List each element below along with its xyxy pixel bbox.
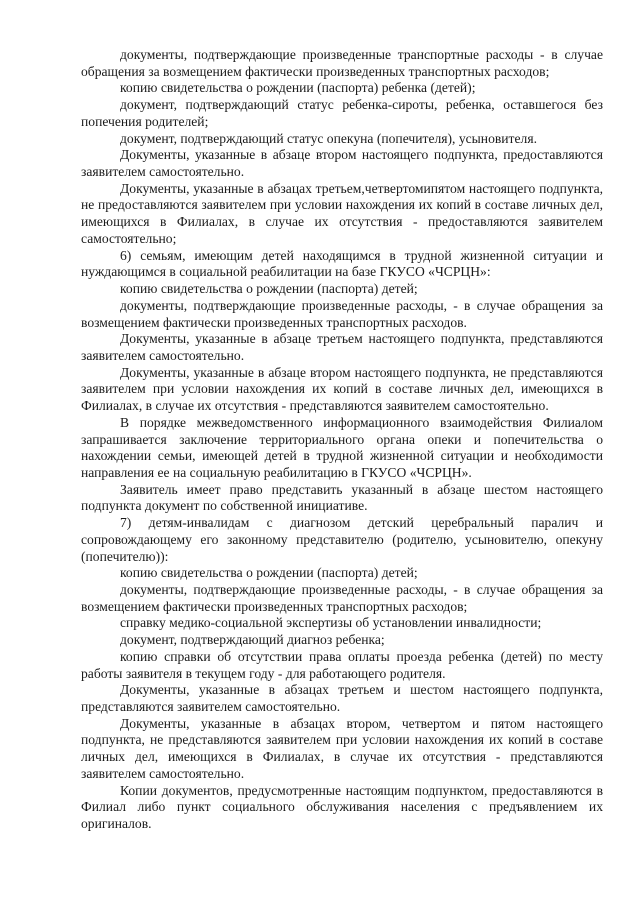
paragraph: Документы, указанные в абзацах третьем,четвертомипятом настоящего подпункта, не предоставляются заявителем при условии нахождения их копий в составе личных дел, имеющихся в Филиалах, в случае их отсутствия - предоставляются заявителем самостоятельно; <box>81 180 603 246</box>
paragraph: документы, подтверждающие произведенные расходы, - в случае обращения за возмещением фактически произведенных транспортных расходов; <box>81 582 603 614</box>
paragraph: документ, подтверждающий статус ребенка-сироты, ребенка, оставшегося без попечения родителей; <box>81 97 603 129</box>
document-body <box>81 47 603 833</box>
paragraph: документ, подтверждающий статус опекуна (попечителя), усыновителя. <box>120 130 537 146</box>
paragraph: документы, подтверждающие произведенные транспортные расходы - в случае обращения за возмещением фактически произведенных транспортных расходов; <box>81 47 603 79</box>
paragraph: Копии документов, предусмотренные настоящим подпунктом, предоставляются в Филиал либо пункт социального обслуживания населения с предъявлением их оригиналов. <box>81 782 603 832</box>
paragraph: копию свидетельства о рождении (паспорта) детей; <box>120 281 418 297</box>
paragraph: копию свидетельства о рождении (паспорта) ребенка (детей); <box>120 80 476 96</box>
paragraph: 7) детям-инвалидам с диагнозом детский церебральный паралич и сопровождающему его законному представителю (родителю, усыновителю, опекуну (попечителю)): <box>81 515 603 564</box>
paragraph: документы, подтверждающие произведенные расходы, - в случае обращения за возмещением фактически произведенных транспортных расходов. <box>81 297 603 330</box>
paragraph: Документы, указанные в абзаце втором настоящего подпункта, не представляются заявителем при условии нахождения их копий в составе личных дел, имеющихся в Филиалах, в случае их отсутствия - представляются заявителем самостоятельно. <box>81 364 603 414</box>
paragraph: Документы, указанные в абзацах третьем и шестом настоящего подпункта, представляются заявителем самостоятельно. <box>81 682 603 715</box>
paragraph: Заявитель имеет право представить указанный в абзаце шестом настоящего подпункта документ по собственной инициативе. <box>81 481 603 514</box>
paragraph: Документы, указанные в абзацах втором, четвертом и пятом настоящего подпункта, не представляются заявителем при условии нахождения их копий в составе личных дел, имеющихся в Филиалах, в случае их отсутствия - представляются заявителем самостоятельно. <box>81 715 603 781</box>
paragraph: Документы, указанные в абзаце третьем настоящего подпункта, представляются заявителем самостоятельно. <box>81 331 603 363</box>
paragraph: 6) семьям, имеющим детей находящимся в трудной жизненной ситуации и нуждающимся в социальной реабилитации на базе ГКУСО «ЧСРЦН»: <box>81 247 603 280</box>
paragraph: В порядке межведомственного информационного взаимодействия Филиалом запрашивается заключение территориального органа опеки и попечительства о нахождении семьи, имеющей детей в трудной жизненной ситуации и необходимости направления ее на социальную реабилитацию в ГКУСО «ЧСРЦН». <box>81 414 603 480</box>
paragraph: копию свидетельства о рождении (паспорта) детей; <box>120 565 418 581</box>
paragraph: копию справки об отсутствии права оплаты проезда ребенка (детей) по месту работы заявителя в текущем году - для работающего родителя. <box>81 648 603 681</box>
paragraph: документ, подтверждающий диагноз ребенка; <box>120 632 385 648</box>
paragraph: Документы, указанные в абзаце втором настоящего подпункта, предоставляются заявителем самостоятельно. <box>81 147 603 180</box>
paragraph: справку медико-социальной экспертизы об установлении инвалидности; <box>120 615 542 631</box>
